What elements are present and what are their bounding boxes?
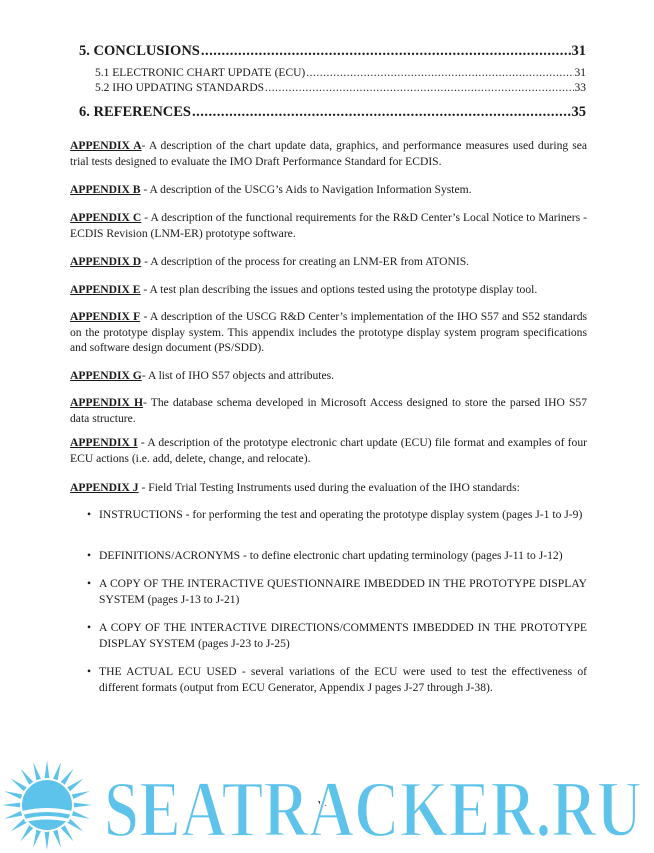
toc-label: 6. REFERENCES bbox=[79, 104, 191, 120]
bullet-icon: • bbox=[87, 549, 92, 562]
toc-leader bbox=[306, 67, 573, 79]
toc-label: 5. CONCLUSIONS bbox=[79, 43, 200, 59]
sun-ray bbox=[72, 811, 90, 819]
appendix-j-label: APPENDIX J bbox=[70, 481, 139, 494]
list-item: • THE ACTUAL ECU USED - several variations of the ECU were used to test the effectiveness of different formats (output from ECU Generator, Appendix J pages J-27 through J-38). bbox=[87, 665, 587, 694]
bullet-icon: • bbox=[87, 508, 92, 521]
list-item: • A COPY OF THE INTERACTIVE QUESTIONNAIRE IMBEDDED IN THE PROTOTYPE DISPLAY SYSTEM (pages J-13 to J-21) bbox=[87, 577, 587, 606]
appendix-h-text: - The database schema developed in Microsoft Access designed to store the parsed IHO S57 data structure. bbox=[70, 396, 587, 425]
appendix-b-entry bbox=[70, 182, 587, 198]
sun-ray bbox=[11, 819, 27, 832]
sun-logo-icon bbox=[2, 760, 92, 850]
toc-page: 35 bbox=[571, 104, 586, 120]
appendix-h-label: APPENDIX H bbox=[70, 396, 144, 409]
toc-leader bbox=[192, 104, 571, 121]
appendix-f-label: APPENDIX F bbox=[70, 310, 141, 323]
appendix-a-label: APPENDIX A bbox=[70, 139, 142, 152]
appendix-f-entry bbox=[70, 309, 587, 356]
sun-ray bbox=[33, 762, 41, 780]
sun-ray bbox=[61, 825, 74, 841]
appendix-b-text: - A description of the USCG’s Aids to Navigation Information System. bbox=[140, 183, 472, 196]
sun-ray bbox=[67, 779, 83, 792]
watermark-text: SEATRACKER.RU bbox=[104, 766, 642, 853]
sun-ray bbox=[21, 769, 34, 785]
sun-ray bbox=[4, 791, 22, 799]
appendix-d-entry bbox=[70, 254, 587, 270]
sun-ray bbox=[72, 791, 90, 799]
appendix-c-text: - A description of the functional requirements for the R&D Center’s Local Notice to Mariners - ECDIS Revision (LNM-ER) prototype software. bbox=[70, 211, 588, 240]
toc-page: 31 bbox=[574, 67, 586, 79]
appendix-f-text: - A description of the USCG R&D Center’s implementation of the IHO S57 and S52 standards on the prototype display system. This appendix includes the prototype display system program specifications and software design document (PS/SDD). bbox=[70, 310, 587, 354]
appendix-i-label: APPENDIX I bbox=[70, 436, 138, 449]
appendix-e-label: APPENDIX E bbox=[70, 283, 141, 296]
watermark bbox=[0, 755, 654, 853]
toc-entry-conclusions bbox=[79, 43, 586, 60]
appendix-j-text: - Field Trial Testing Instruments used during the evaluation of the IHO standards: bbox=[138, 481, 520, 494]
list-item: • DEFINITIONS/ACRONYMS - to define electronic chart updating terminology (pages J-11 to J-12) bbox=[87, 549, 563, 562]
sun-ray bbox=[53, 830, 61, 848]
toc-entry-ecu bbox=[95, 67, 586, 79]
sun-ray bbox=[21, 825, 34, 841]
sun-ray bbox=[67, 819, 83, 832]
toc-page: 33 bbox=[574, 82, 586, 94]
toc-entry-iho-standards bbox=[95, 82, 586, 94]
sun-ray bbox=[45, 832, 50, 850]
toc-label: 5.1 ELECTRONIC CHART UPDATE (ECU) bbox=[95, 67, 306, 79]
toc-label: 5.2 IHO UPDATING STANDARDS bbox=[95, 82, 265, 94]
appendix-b-label: APPENDIX B bbox=[70, 183, 141, 196]
toc-leader bbox=[265, 82, 573, 94]
toc-entry-references bbox=[79, 104, 586, 121]
bullet-icon: • bbox=[87, 577, 92, 590]
appendix-h-entry bbox=[70, 395, 587, 426]
list-item: • INSTRUCTIONS - for performing the test and operating the prototype display system (pages J-1 to J-9) bbox=[87, 508, 583, 521]
sun-ray bbox=[4, 811, 22, 819]
sun-ray bbox=[2, 803, 20, 808]
appendix-g-text: - A list of IHO S57 objects and attributes. bbox=[141, 369, 335, 382]
sun-ray bbox=[61, 769, 74, 785]
appendix-a-text: - A description of the chart update data, graphics, and performance measures used during sea trial tests designed to evaluate the IMO Draft Performance Standard for ECDIS. bbox=[70, 139, 587, 168]
appendix-i-entry bbox=[70, 435, 587, 466]
toc-page: 31 bbox=[571, 43, 586, 59]
appendix-a-entry bbox=[70, 138, 587, 169]
appendix-d-text: - A description of the process for creating an LNM-ER from ATONIS. bbox=[141, 255, 470, 268]
appendix-e-entry bbox=[70, 282, 587, 298]
sun-ray bbox=[11, 779, 27, 792]
appendix-c-entry bbox=[70, 210, 587, 241]
appendix-c-label: APPENDIX C bbox=[70, 211, 142, 224]
sun-ray bbox=[33, 830, 41, 848]
appendix-j-entry bbox=[70, 480, 587, 496]
page-number: vi bbox=[318, 797, 327, 809]
appendix-g-label: APPENDIX G bbox=[70, 369, 142, 382]
toc-leader bbox=[201, 43, 571, 60]
bullet-icon: • bbox=[87, 665, 92, 678]
bullet-icon: • bbox=[87, 621, 92, 634]
appendix-d-label: APPENDIX D bbox=[70, 255, 142, 268]
sun-ray bbox=[45, 760, 50, 778]
appendix-e-text: - A test plan describing the issues and options tested using the prototype display tool. bbox=[140, 283, 538, 296]
appendix-g-entry bbox=[70, 368, 587, 384]
list-item: • A COPY OF THE INTERACTIVE DIRECTIONS/COMMENTS IMBEDDED IN THE PROTOTYPE DISPLAY SYSTEM (pages J-23 to J-25) bbox=[87, 621, 587, 650]
appendix-i-text: - A description of the prototype electronic chart update (ECU) file format and examples of four ECU actions (i.e. add, delete, change, and relocate). bbox=[70, 436, 587, 465]
sun-ray bbox=[53, 762, 61, 780]
sun-ray bbox=[74, 803, 92, 808]
